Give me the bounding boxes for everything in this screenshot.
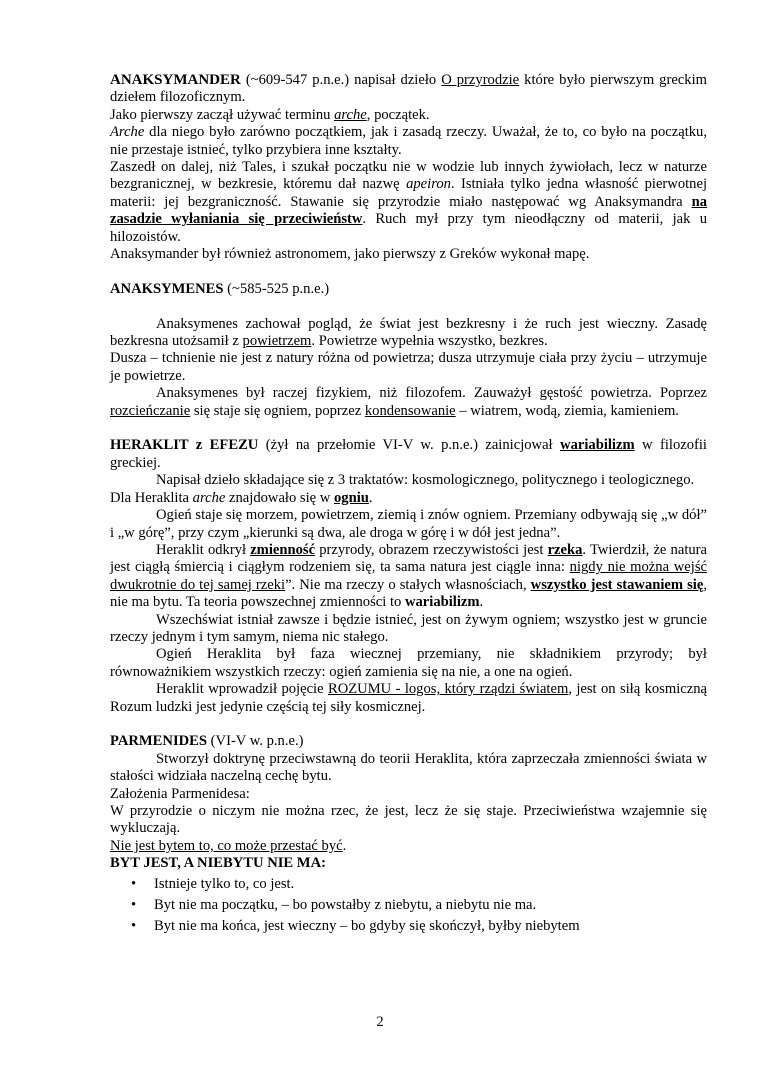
book-title: O przyrodzie [441,72,520,88]
list-item: • Byt nie ma końca, jest wieczny – bo gdyby się skończył, byłby niebytem [110,916,707,937]
heraklit-paragraph-1: HERAKLIT z EFEZU (żył na przełomie VI-V w. p.n.e.) zainicjował wariabilizm w filozofii greckiej. [110,437,707,471]
anaksymenes-paragraph-3: Anaksymenes był raczej fizykiem, niż filozofem. Zauważył gęstość powietrza. Poprzez rozcieńczanie się staje się ogniem, poprzez kondensowanie – wiatrem, wodą, ziemia, kamieniem. [110,385,707,419]
parmenides-paragraph-4: Nie jest bytem to, co może przestać być. [110,837,347,854]
heraklit-paragraph-2: Napisał dzieło składające się z 3 traktatów: kosmologicznego, politycznego i teologicznego. [156,472,695,489]
heraklit-paragraph-4: Ogień staje się morzem, powietrzem, ziemią i znów ogniem. Przemiany odbywają się „w dół” i „w górę”, przy czym „kierunki są dwa, ale droga w górę i w dół jest jedna”. [110,507,707,541]
parmenides-bullet-list [110,874,707,937]
bullet-icon: • [131,896,137,913]
bullet-icon: • [131,875,137,892]
parmenides-paragraph-3: W przyrodzie o niczym nie można rzec, że jest, lecz że się staje. Przeciwieństwa wzajemnie się wykluczają. [110,803,707,837]
parmenides-name: PARMENIDES [110,733,208,750]
heraklit-paragraph-7: Ogień Heraklita był faza wiecznej przemiany, nie składnikiem przyrody; był równoważnikiem wszystkich rzeczy: ogień zamienia się na nie, a one na ogień. [110,646,707,680]
anaksymenes-paragraph-1: Anaksymenes zachował pogląd, że świat jest bezkresny i że ruch jest wieczny. Zasadę bezkresna utożsamił z powietrzem. Powietrze wypełnia wszystko, bezkres. [110,315,707,350]
anaksymander-paragraph-4: Zaszedł on dalej, niż Tales, i szukał początku nie w wodzie lub innych żywiołach, lecz w naturze bezgranicznej, w bezkresie, któremu dał nazwę apeiron. Istniała tylko jedna własność pierwotnej materii: jej bezgraniczność. Stawanie się przyrodzie miało następować wg Anaksymandra na zasadzie wyłaniania się przeciwieństw. Ruch mył przy tym nieodłączny od materii, jak u hilozoistów. [110,159,708,245]
list-item: • Istnieje tylko to, co jest. [110,874,707,895]
parmenides-paragraph-2: Założenia Parmenidesa: [110,785,250,802]
anaksymander-paragraph-2: Jako pierwszy zaczął używać terminu arche, początek. [110,106,430,123]
page-number: 2 [376,1014,384,1030]
parmenides-thesis-heading: BYT JEST, A NIEBYTU NIE MA: [110,855,326,872]
parmenides-heading: PARMENIDES (VI-V w. p.n.e.) [110,733,304,750]
heraklit-name: HERAKLIT z EFEZU [110,437,259,454]
heraklit-paragraph-6: Wszechświat istniał zawsze i będzie istnieć, jest on żywym ogniem; wszystko jest w gruncie rzeczy jednym i tym samym, niema nic stałego. [110,611,707,645]
heraklit-paragraph-8: Heraklit wprowadził pojęcie ROZUMU - logos, który rządzi światem, jest on siłą kosmiczną Rozum ludzki jest jedynie częścią tej siły kosmicznej. [110,681,707,715]
parmenides-paragraph-1: Stworzył doktrynę przeciwstawną do teorii Heraklita, która zaprzeczała zmienności świata w stałości widziała naczelną cechę bytu. [110,750,707,785]
heraklit-paragraph-5: Heraklit odkrył zmienność przyrody, obrazem rzeczywistości jest rzeka. Twierdził, że natura jest ciągłą śmiercią i ciągłym rodzeniem się, ta sama natura jest ciągle inna: nigdy nie można wejść dwukrotnie do tej samej rzeki”. Nie ma rzeczy o stałych własnościach, wszystko jest stawaniem się, nie ma bytu. Ta teoria powszechnej zmienności to wariabilizm. [110,541,708,611]
anaksymander-paragraph-3: Arche dla niego było zarówno początkiem, jak i zasadą rzeczy. Uważał, że to, co było na początku, nie przestaje istnieć, tylko przybiera inne kształty. [110,124,707,158]
anaksymenes-name: ANAKSYMENES [110,280,224,297]
anaksymenes-paragraph-2: Dusza – tchnienie nie jest z natury różna od powietrza; dusza utrzymuje ciała przy życiu – utrzymuje je powietrze. [110,350,707,384]
bullet-icon: • [131,917,137,934]
anaksymander-paragraph-5: Anaksymander był również astronomem, jako pierwszy z Greków wykonał mapę. [110,246,590,263]
anaksymander-name: ANAKSYMANDER [110,72,241,88]
list-item: • Byt nie ma początku, – bo powstałby z niebytu, a niebytu nie ma. [110,895,707,916]
anaksymander-paragraph-1: ANAKSYMANDER (~609-547 p.n.e.) napisał dzieło O przyrodzie które było pierwszym greckim dziełem filozoficznym. [110,72,707,106]
heraklit-paragraph-3: Dla Heraklita arche znajdowało się w ogniu. [110,489,373,506]
document-page [110,72,707,937]
anaksymenes-heading: ANAKSYMENES (~585-525 p.n.e.) [110,280,330,297]
